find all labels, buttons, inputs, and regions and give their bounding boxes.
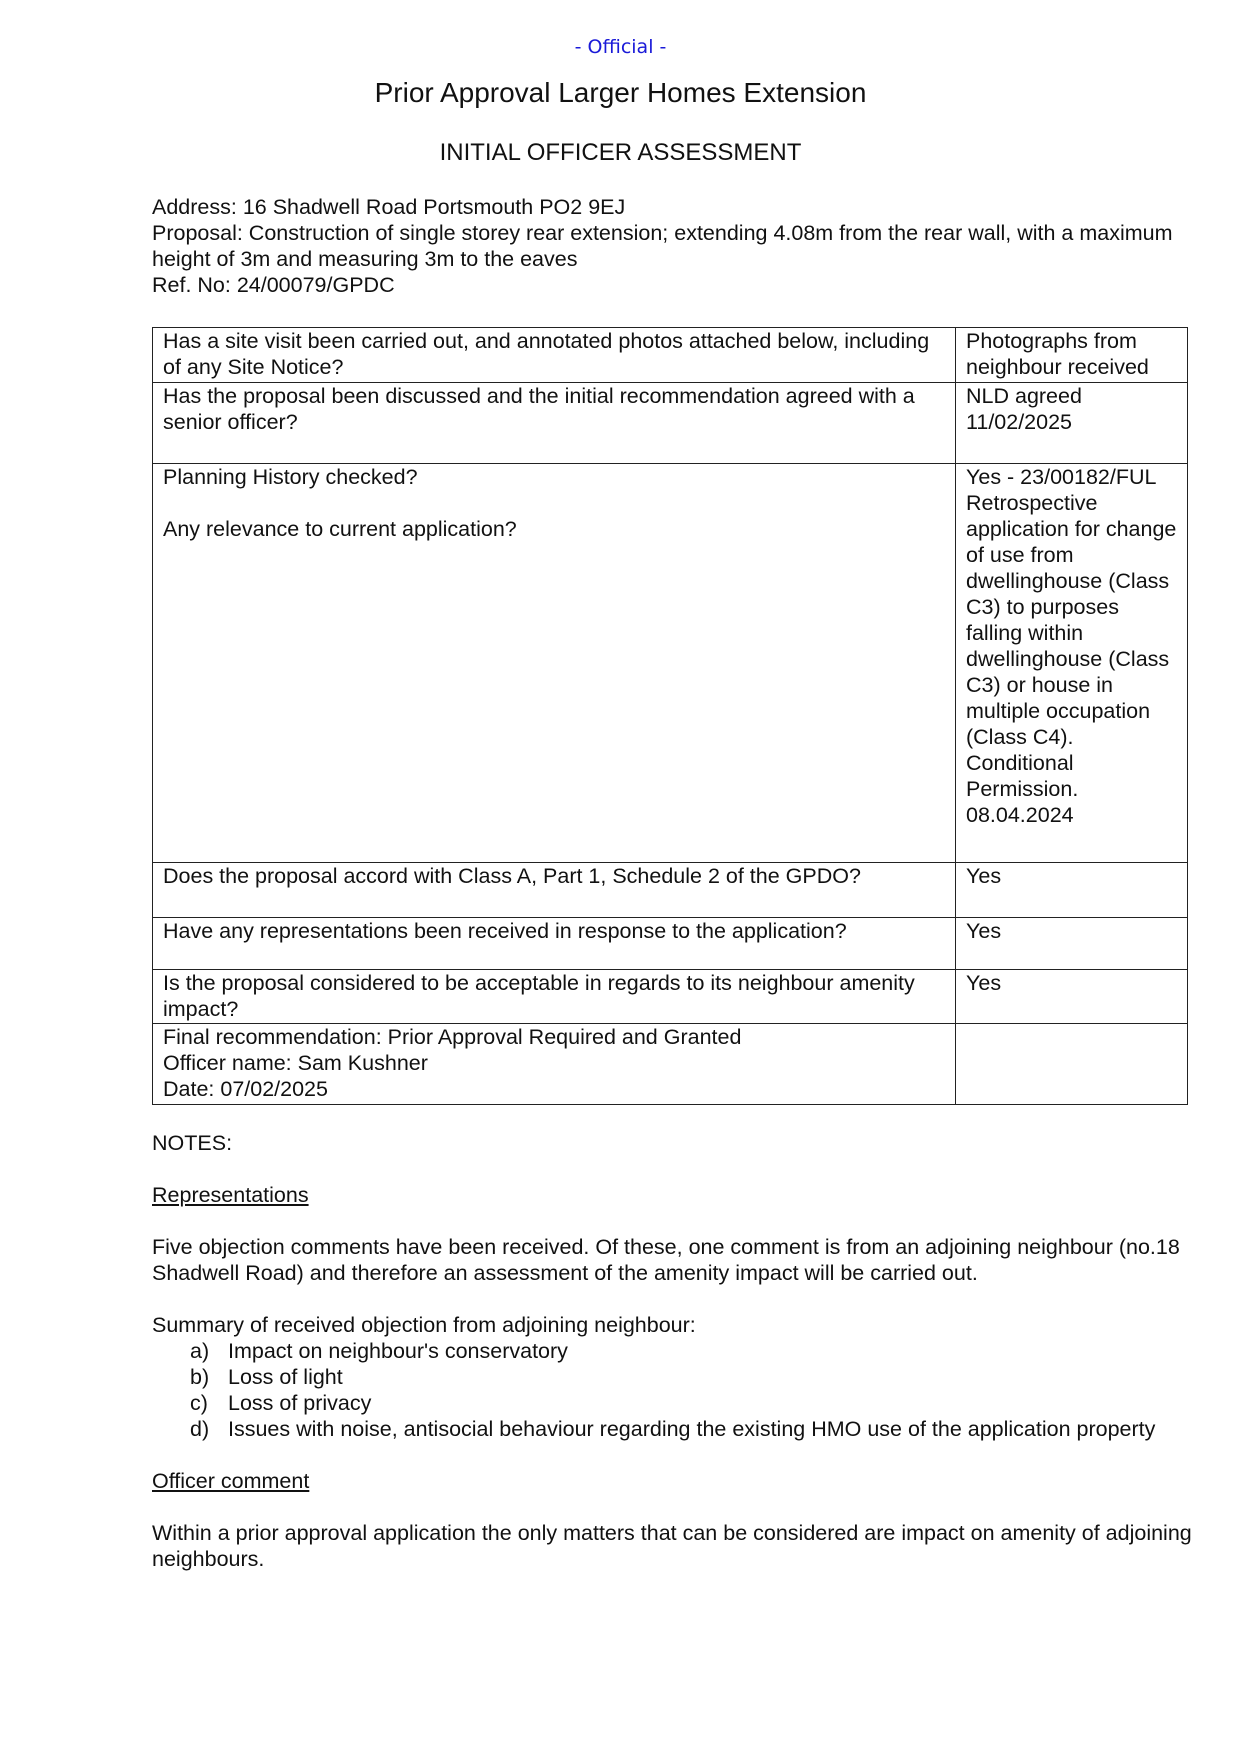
answer: Yes — [956, 863, 1188, 918]
list-item — [152, 1338, 1192, 1364]
classification-label: - Official - — [574, 36, 667, 58]
list-marker: d) — [190, 1417, 210, 1441]
question: Have any representations been received in response to the application? — [153, 918, 956, 970]
representations-text: Five objection comments have been received. Of these, one comment is from an adjoining neighbour (no.18 Shadwell Road) and therefore an assessment of the amenity impact will be carried out. — [152, 1235, 1180, 1285]
table-row — [153, 970, 1188, 1024]
assessment-table — [152, 327, 1188, 1105]
objection-list — [152, 1338, 1192, 1442]
question: Does the proposal accord with Class A, Part 1, Schedule 2 of the GPDO? — [153, 863, 956, 918]
answer: Yes — [956, 918, 1188, 970]
answer: NLD agreed 11/02/2025 — [956, 383, 1188, 464]
final-recommendation: Final recommendation: Prior Approval Required and Granted — [163, 1025, 742, 1049]
table-row — [153, 918, 1188, 970]
list-item — [152, 1390, 1192, 1416]
list-item — [152, 1364, 1192, 1390]
table-row — [153, 383, 1188, 464]
question: Has a site visit been carried out, and annotated photos attached below, including of any Site Notice? — [153, 328, 956, 383]
list-marker: b) — [190, 1365, 210, 1389]
table-row — [153, 863, 1188, 918]
summary-intro: Summary of received objection from adjoining neighbour: — [152, 1313, 696, 1337]
answer: Yes — [956, 970, 1188, 1024]
question: Is the proposal considered to be acceptable in regards to its neighbour amenity impact? — [153, 970, 956, 1024]
notes-section — [152, 1130, 1192, 1598]
list-item — [152, 1416, 1192, 1442]
table-row — [153, 464, 1188, 863]
list-text: Impact on neighbour's conservatory — [228, 1339, 568, 1363]
application-details — [152, 194, 1192, 298]
question — [153, 464, 956, 863]
document-subtitle: INITIAL OFFICER ASSESSMENT — [439, 139, 802, 166]
list-text: Loss of light — [228, 1365, 343, 1389]
list-marker: a) — [190, 1339, 210, 1363]
answer: Yes - 23/00182/FUL Retrospective application for change of use from dwellinghouse (Class C3) to purposes falling within dwellinghouse (Class C3) or house in multiple occupation (Class C4). Conditional Permission. 08.04.2024 — [956, 464, 1188, 863]
question — [153, 1024, 956, 1105]
list-text: Issues with noise, antisocial behaviour regarding the existing HMO use of the application property — [228, 1417, 1156, 1441]
list-text: Loss of privacy — [228, 1391, 372, 1415]
reference-number: Ref. No: 24/00079/GPDC — [152, 273, 395, 297]
proposal: Proposal: Construction of single storey rear extension; extending 4.08m from the rear wall, with a maximum height of 3m and measuring 3m to the eaves — [152, 221, 1173, 271]
officer-comment-heading: Officer comment — [152, 1469, 310, 1493]
document-title: Prior Approval Larger Homes Extension — [374, 77, 867, 108]
question: Has the proposal been discussed and the initial recommendation agreed with a senior officer? — [153, 383, 956, 464]
table-row — [153, 328, 1188, 383]
question-line: Planning History checked? — [163, 465, 418, 489]
answer — [956, 1024, 1188, 1105]
officer-name: Officer name: Sam Kushner — [163, 1051, 428, 1075]
question-line: Any relevance to current application? — [163, 517, 517, 541]
list-marker: c) — [190, 1391, 208, 1415]
date: Date: 07/02/2025 — [163, 1077, 328, 1101]
representations-heading: Representations — [152, 1183, 309, 1207]
officer-comment-text: Within a prior approval application the only matters that can be considered are impact on amenity of adjoining neighbours. — [152, 1521, 1192, 1571]
address: Address: 16 Shadwell Road Portsmouth PO2 9EJ — [152, 195, 626, 219]
table-row — [153, 1024, 1188, 1105]
answer: Photographs from neighbour received — [956, 328, 1188, 383]
notes-heading: NOTES: — [152, 1131, 233, 1155]
